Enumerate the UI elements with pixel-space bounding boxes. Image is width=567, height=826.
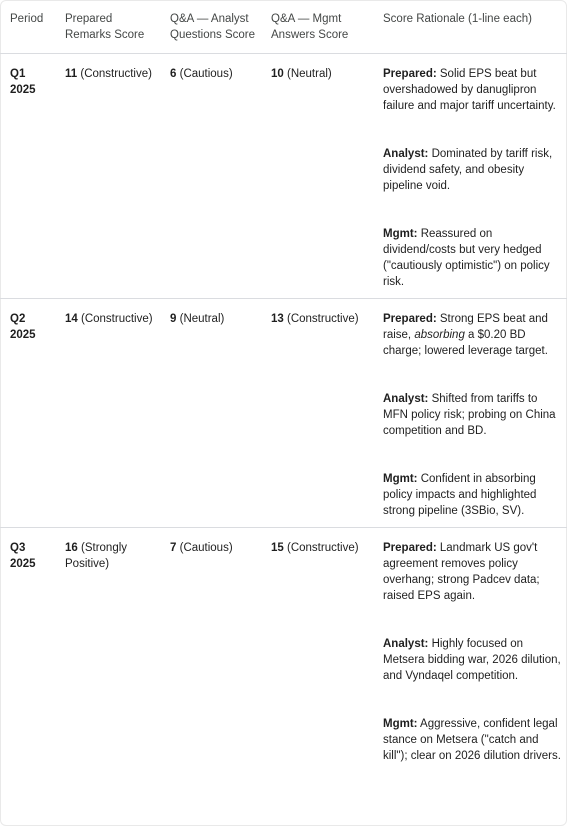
score-table <box>0 3 567 772</box>
prepared-score-cell <box>55 54 160 299</box>
rationale-text: Highly focused on Metsera bidding war, 2026 dilution, and Vyndaqel competition. <box>383 638 561 682</box>
rationale-emphasis: absorbing <box>414 329 465 341</box>
analyst-score-cell <box>160 528 261 773</box>
table-header-row <box>0 3 567 54</box>
rationale-mgmt <box>383 226 561 290</box>
rationale-key: Prepared: <box>383 68 437 80</box>
mgmt-score-cell <box>261 299 373 528</box>
score-value: 11 <box>65 68 78 80</box>
score-value: 7 <box>170 542 177 554</box>
rationale-key: Analyst: <box>383 148 429 160</box>
rationale-key: Analyst: <box>383 638 429 650</box>
score-label: (Neutral) <box>287 68 332 80</box>
rationale-text: Reassured on dividend/costs but very hedged ("cautiously optimistic") on policy risk. <box>383 228 550 288</box>
rationale-cell <box>373 299 567 528</box>
rationale-text: Solid EPS beat but overshadowed by danuglipron failure and major tariff uncertainty. <box>383 68 556 112</box>
rationale-analyst <box>383 146 561 194</box>
score-value: 10 <box>271 68 284 80</box>
rationale-key: Prepared: <box>383 313 437 325</box>
score-label: (Cautious) <box>179 542 233 554</box>
header-period: Period <box>10 13 44 25</box>
prepared-score-cell <box>55 299 160 528</box>
rationale-mgmt <box>383 471 561 519</box>
rationale-cell <box>373 54 567 299</box>
rationale-key: Mgmt: <box>383 718 418 730</box>
rationale-text: Dominated by tariff risk, dividend safety, and obesity pipeline void. <box>383 148 553 192</box>
score-label: (Neutral) <box>179 313 225 325</box>
rationale-prepared <box>383 66 561 114</box>
score-label: (Constructive) <box>287 542 359 554</box>
score-label: (Constructive) <box>80 68 152 80</box>
header-prepared-remarks-score: Prepared Remarks Score <box>65 13 145 41</box>
mgmt-score-cell <box>261 54 373 299</box>
rationale-text: Aggressive, confident legal stance on Metsera ("catch and kill"); clear on 2026 dilution drivers. <box>383 718 561 762</box>
score-label: (Cautious) <box>179 68 233 80</box>
prepared-score-cell <box>55 528 160 773</box>
score-label: (Strongly Positive) <box>65 542 128 570</box>
rationale-key: Analyst: <box>383 393 429 405</box>
header-mgmt-answers-score: Q&A — Mgmt Answers Score <box>271 13 349 41</box>
score-value: 14 <box>65 313 78 325</box>
mgmt-score-cell <box>261 528 373 773</box>
rationale-key: Mgmt: <box>383 473 418 485</box>
rationale-prepared <box>383 311 561 359</box>
score-value: 13 <box>271 313 284 325</box>
score-label: (Constructive) <box>287 313 359 325</box>
rationale-prepared <box>383 540 561 604</box>
period-cell: Q2 2025 <box>0 299 55 528</box>
rationale-key: Mgmt: <box>383 228 418 240</box>
analyst-score-cell <box>160 299 261 528</box>
rationale-text: Landmark US gov't agreement removes policy overhang; strong Padcev data; raised EPS again. <box>383 542 540 602</box>
table-row <box>0 299 567 528</box>
header-analyst-questions-score: Q&A — Analyst Questions Score <box>170 13 256 41</box>
score-value: 6 <box>170 68 177 80</box>
rationale-analyst <box>383 636 561 684</box>
rationale-text: Shifted from tariffs to MFN policy risk; probing on China competition and BD. <box>383 393 556 437</box>
rationale-cell <box>373 528 567 773</box>
table-row <box>0 54 567 299</box>
score-label: (Constructive) <box>81 313 153 325</box>
header-score-rationale: Score Rationale (1-line each) <box>383 13 532 25</box>
rationale-text: Strong EPS beat and raise, <box>383 313 548 341</box>
rationale-key: Prepared: <box>383 542 437 554</box>
score-value: 9 <box>170 313 177 325</box>
period-cell: Q3 2025 <box>0 528 55 773</box>
rationale-text: a $0.20 BD charge; lowered leverage target. <box>383 329 548 357</box>
rationale-text: Confident in absorbing policy impacts and highlighted strong pipeline (3SBio, SV). <box>383 473 537 517</box>
rationale-analyst <box>383 391 561 439</box>
score-value: 16 <box>65 542 78 554</box>
period-cell: Q1 2025 <box>0 54 55 299</box>
table-row <box>0 528 567 773</box>
analyst-score-cell <box>160 54 261 299</box>
score-value: 15 <box>271 542 284 554</box>
rationale-mgmt <box>383 716 561 764</box>
